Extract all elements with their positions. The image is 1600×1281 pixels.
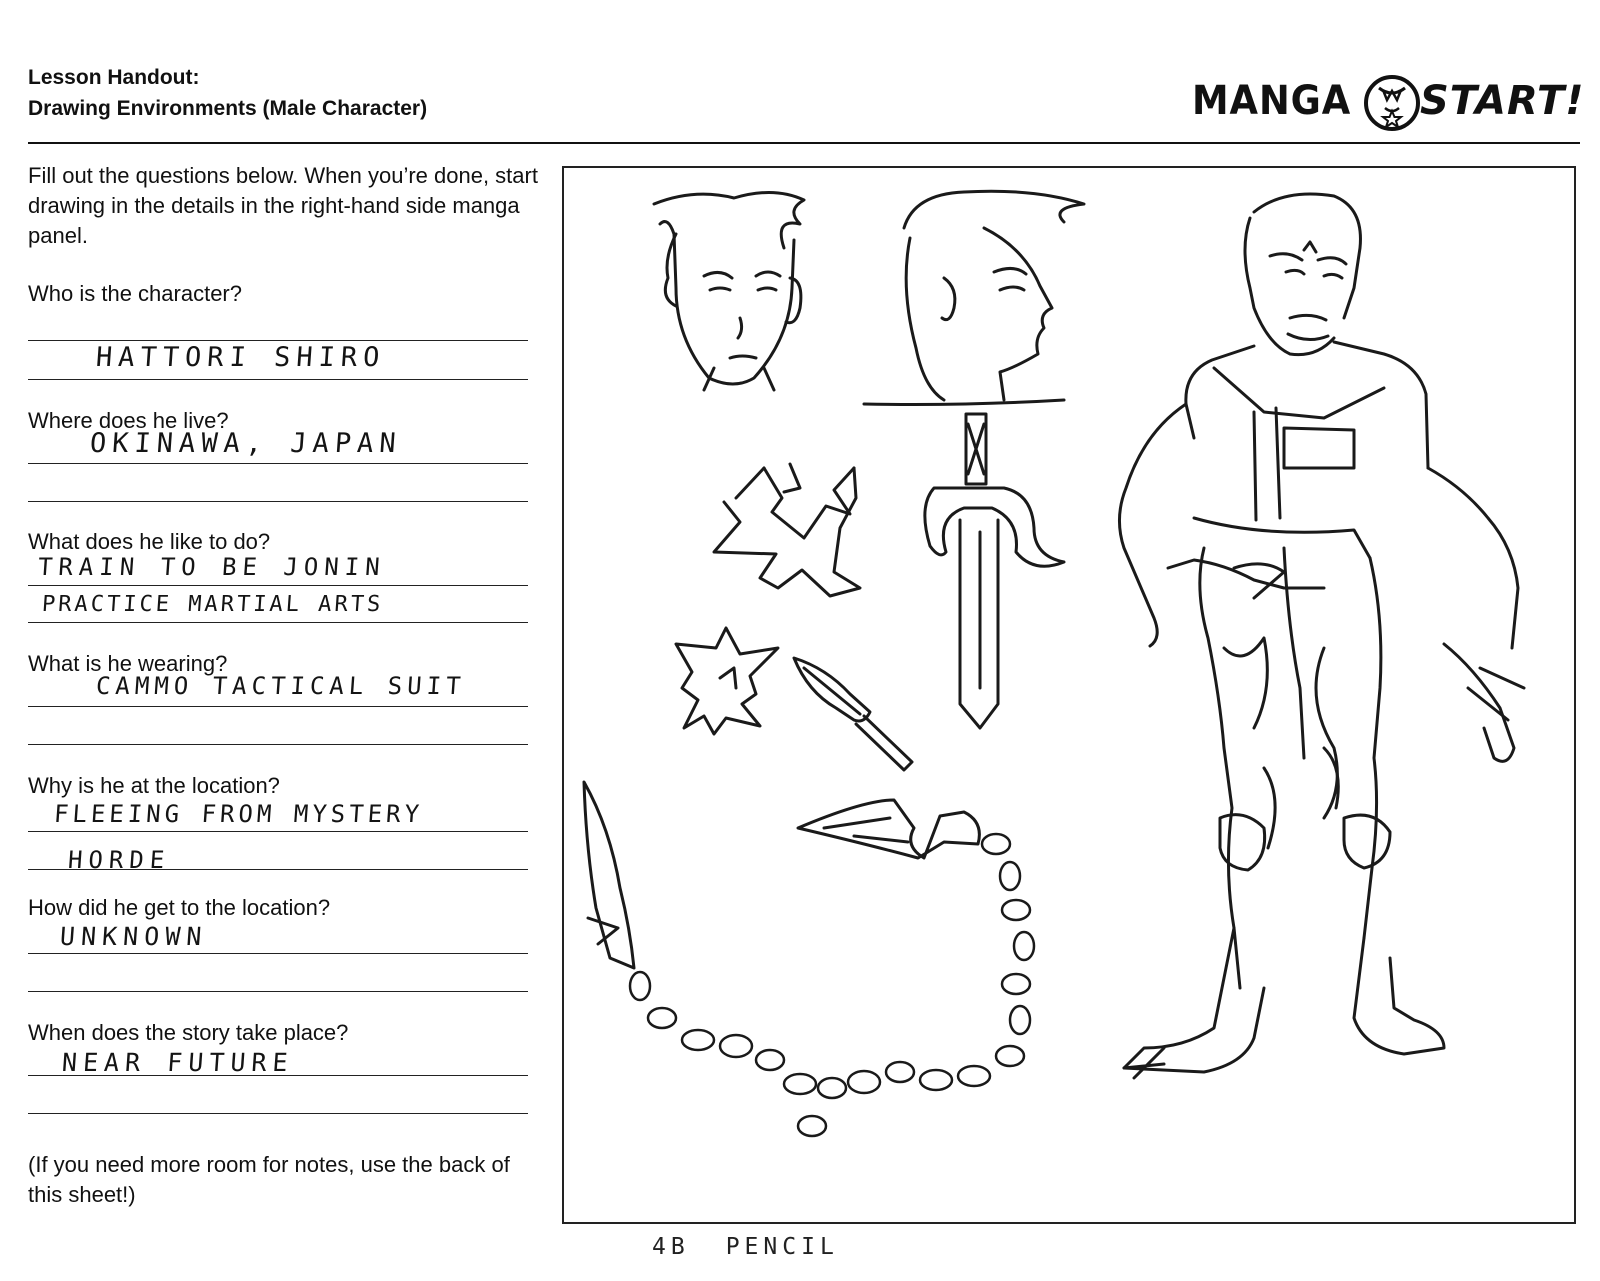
answer-line <box>28 953 528 954</box>
answer-reason-1: FLEEING FROM MYSTERY <box>53 800 424 828</box>
answer-line <box>28 706 528 707</box>
answer-line <box>28 379 528 380</box>
question-activity: What does he like to do? <box>28 529 271 554</box>
logo-text-start: START! <box>1420 78 1585 124</box>
manga-start-emblem-icon <box>1363 74 1421 132</box>
pencil-note <box>652 1234 875 1260</box>
answer-line <box>28 622 528 623</box>
title-line-1: Lesson Handout: <box>28 66 200 89</box>
kunai-sketch <box>794 658 912 770</box>
head-front-sketch <box>654 192 804 390</box>
pencil-grade: 4B <box>652 1234 690 1260</box>
question-clothing: What is he wearing? <box>28 651 228 676</box>
manga-start-logo <box>1192 72 1585 132</box>
sai-sketch <box>925 414 1064 728</box>
answer-line <box>28 1075 528 1076</box>
question-travel: How did he get to the location? <box>28 895 331 920</box>
shuriken-small-sketch <box>676 628 778 734</box>
page-title <box>28 62 427 124</box>
answer-line <box>28 585 528 586</box>
question-character: Who is the character? <box>28 281 242 306</box>
kusarigama-sketch <box>584 782 1034 1136</box>
manga-panel <box>562 166 1576 1224</box>
answer-clothing: CAMMO TACTICAL SUIT <box>95 672 467 700</box>
answer-activity-1: TRAIN TO BE JONIN <box>37 553 387 581</box>
answer-character: HATTORI SHIRO <box>94 342 387 373</box>
figure-sketch <box>1119 194 1524 1078</box>
footer-note: (If you need more room for notes, use the back of this sheet!) <box>28 1152 510 1207</box>
question-location: Where does he live? <box>28 408 229 433</box>
logo-text-manga: MANGA <box>1192 78 1352 124</box>
answer-line <box>28 831 528 832</box>
pencil-word: PENCIL <box>725 1234 839 1260</box>
question-reason: Why is he at the location? <box>28 773 280 798</box>
question-time: When does the story take place? <box>28 1020 349 1045</box>
answer-activity-2: PRACTICE MARTIAL ARTS <box>41 592 385 617</box>
character-sketch <box>564 168 1574 1222</box>
title-line-2: Drawing Environments (Male Character) <box>28 97 428 120</box>
head-profile-sketch <box>864 191 1084 404</box>
instructions-text: Fill out the questions below. When you’re done, start drawing in the details in the right-hand side manga panel. <box>28 163 538 248</box>
header-divider <box>28 142 1580 144</box>
answer-line <box>28 869 528 870</box>
answer-line <box>28 340 528 341</box>
shuriken-large-sketch <box>714 464 860 596</box>
answer-travel: UNKNOWN <box>58 922 209 951</box>
answer-line <box>28 463 528 464</box>
answer-line <box>28 991 528 992</box>
answer-line <box>28 501 528 502</box>
answer-line <box>28 1113 528 1114</box>
answer-location: OKINAWA, JAPAN <box>88 428 403 459</box>
answer-reason-2: HORDE <box>67 846 172 874</box>
answer-time: NEAR FUTURE <box>60 1048 295 1077</box>
answer-line <box>28 744 528 745</box>
